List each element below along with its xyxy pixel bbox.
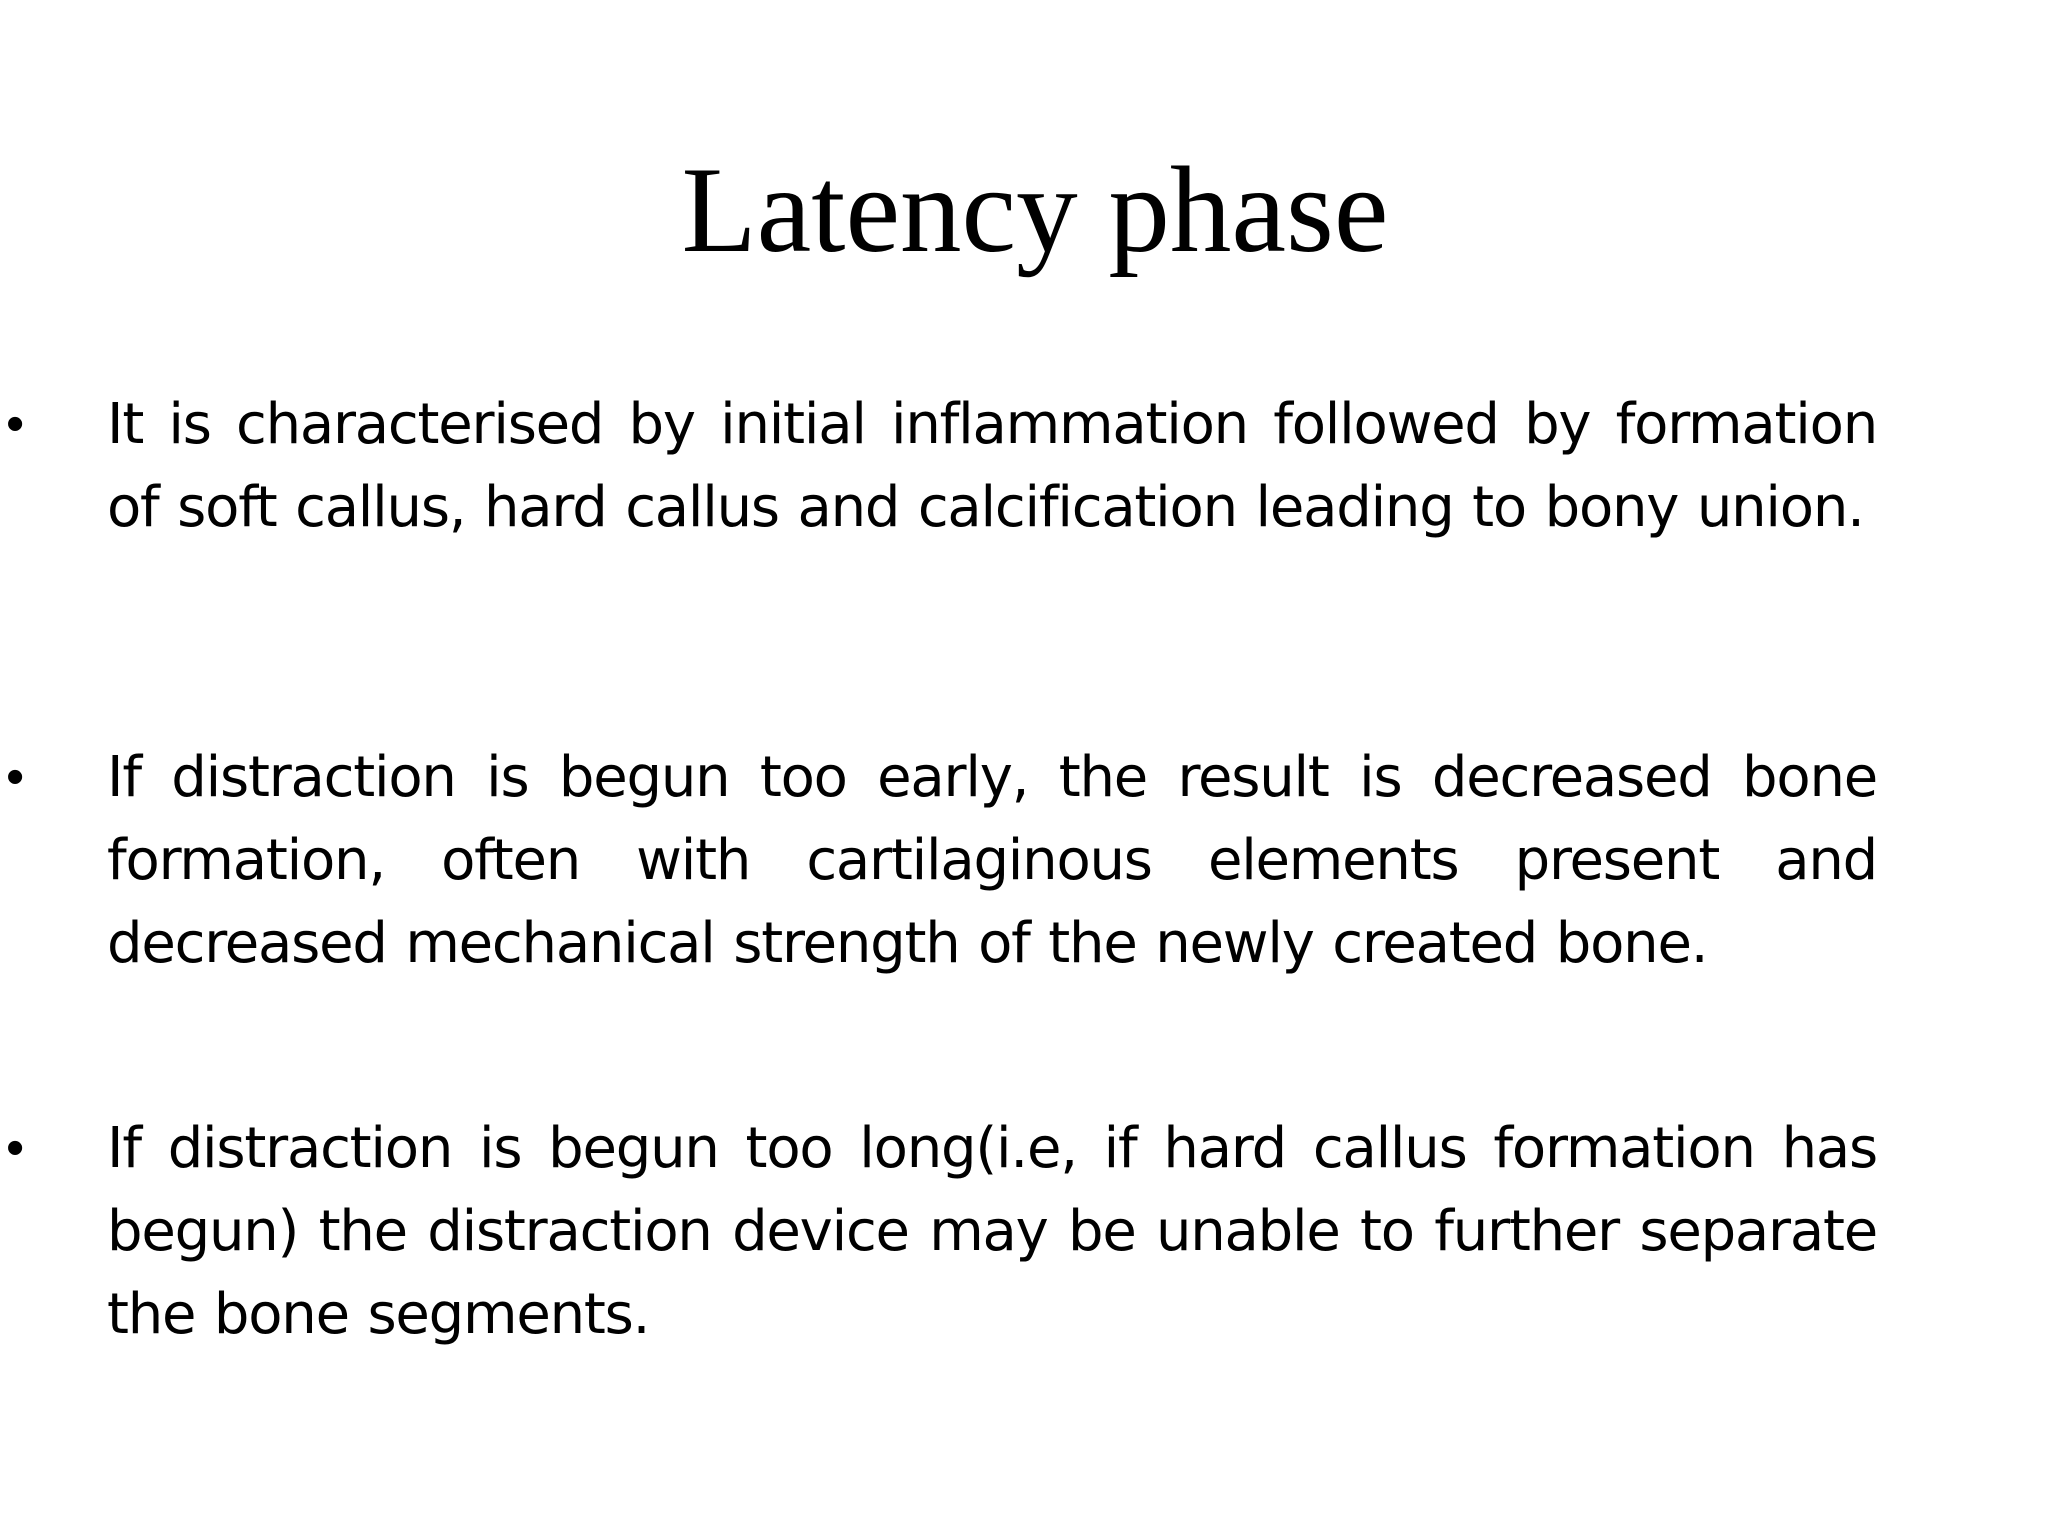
bullet-text: If distraction is begun too long(i.e, if hard callus formation has begun) the distraction device may be unable to further separate the bone segments.	[107, 1116, 1877, 1347]
bullet-marker: •	[6, 748, 25, 806]
bullet-text: It is characterised by initial inflammation followed by formation of soft callus, hard callus and calcification leading to bony union.	[107, 392, 1877, 540]
bullet-marker: •	[6, 395, 25, 453]
slide-title: Latency phase	[681, 141, 1389, 278]
bullet-text: If distraction is begun too early, the result is decreased bone formation, often with cartilaginous elements present and decreased mechanical strength of the newly created bone.	[107, 745, 1877, 976]
bullet-marker: •	[6, 1119, 25, 1177]
